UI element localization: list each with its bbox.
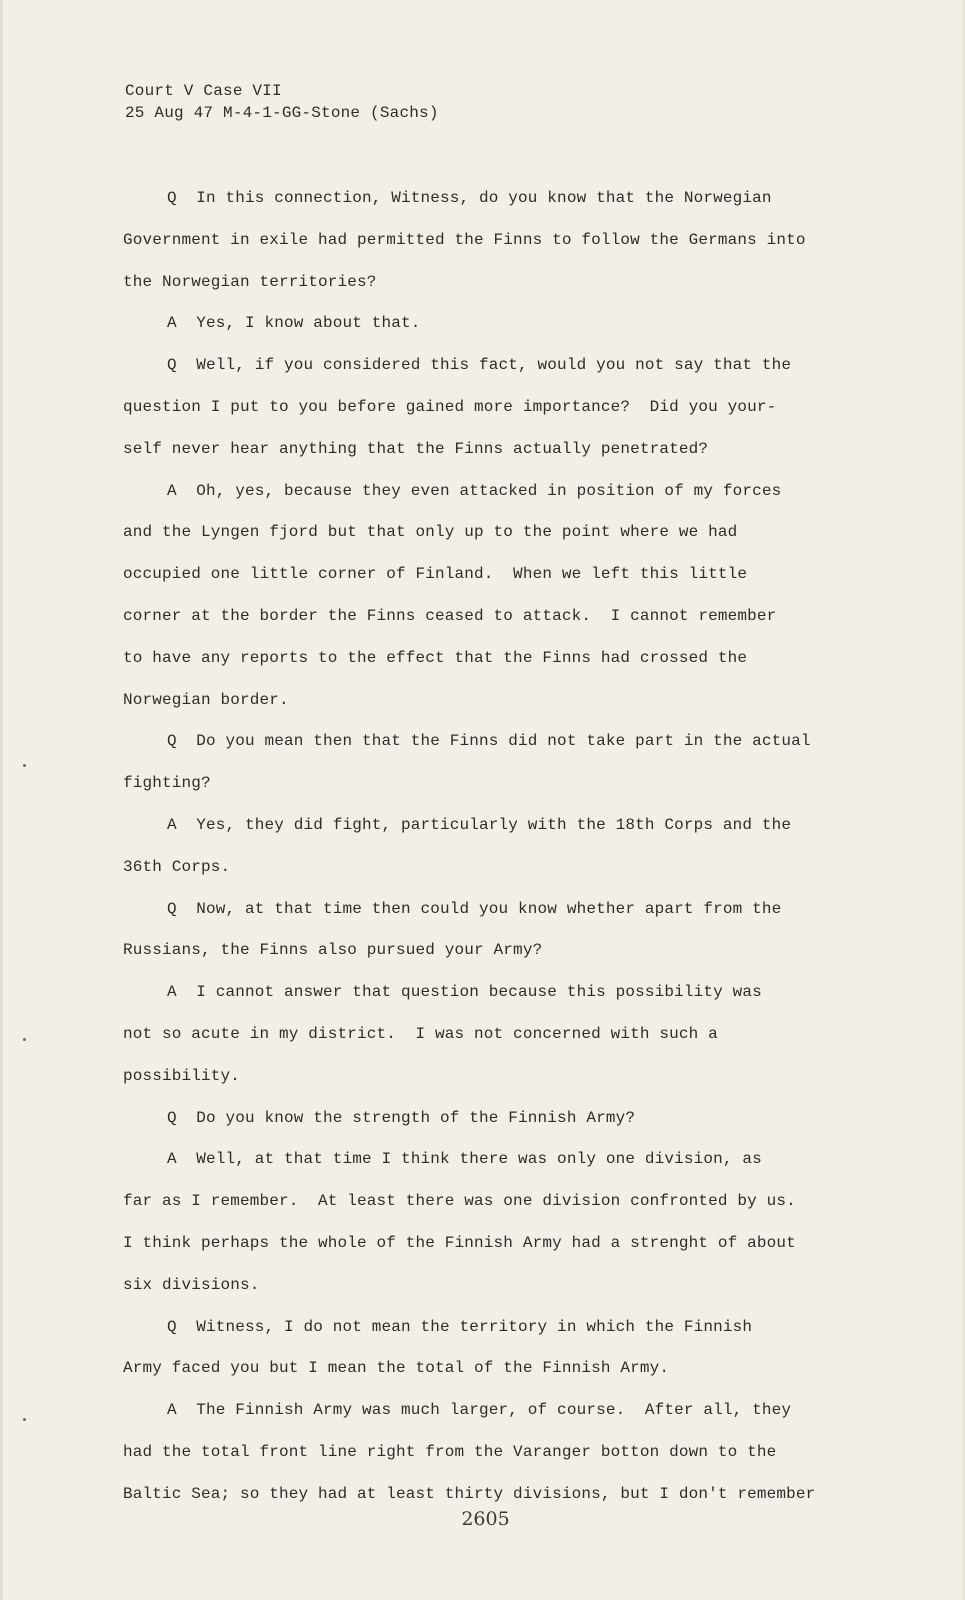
transcript-line: not so acute in my district. I was not concerned with such a bbox=[123, 1024, 718, 1043]
transcript-line: A Oh, yes, because they even attacked in position of my forces bbox=[167, 481, 782, 500]
transcript-line: possibility. bbox=[123, 1066, 241, 1085]
transcript-line: Q Do you know the strength of the Finnish Army? bbox=[167, 1108, 636, 1127]
paper-speck bbox=[23, 1038, 26, 1041]
transcript-line: Baltic Sea; so they had at least thirty divisions, but I don't remember bbox=[123, 1484, 816, 1503]
transcript-line: the Norwegian territories? bbox=[123, 272, 377, 291]
transcript-line: A Yes, I know about that. bbox=[167, 314, 421, 333]
transcript-line: Q Well, if you considered this fact, would you not say that the bbox=[167, 356, 792, 375]
transcript-line: 36th Corps. bbox=[123, 857, 231, 876]
transcript-line: Army faced you but I mean the total of the Finnish Army. bbox=[123, 1359, 670, 1378]
transcript-line: six divisions. bbox=[123, 1275, 260, 1294]
paper-speck bbox=[23, 1418, 26, 1421]
transcript-line: Norwegian border. bbox=[123, 690, 289, 709]
transcript-line: fighting? bbox=[123, 774, 211, 793]
transcript-line: Q Witness, I do not mean the territory in which the Finnish bbox=[167, 1317, 753, 1336]
transcript-line: A Well, at that time I think there was only one division, as bbox=[167, 1150, 762, 1169]
transcript-line: A I cannot answer that question because this possibility was bbox=[167, 983, 762, 1002]
transcript-line: and the Lyngen fjord but that only up to the point where we had bbox=[123, 523, 738, 542]
transcript-line: self never hear anything that the Finns actually penetrated? bbox=[123, 439, 709, 458]
date-session-line: 25 Aug 47 M-4-1-GG-Stone (Sachs) bbox=[125, 104, 439, 122]
transcript-line: question I put to you before gained more importance? Did you your- bbox=[123, 397, 777, 416]
transcript-line: I think perhaps the whole of the Finnish Army had a strenght of about bbox=[123, 1233, 796, 1252]
page-number: 2605 bbox=[461, 1508, 510, 1530]
transcript-body bbox=[123, 178, 863, 1516]
court-case-line: Court V Case VII bbox=[125, 82, 282, 100]
paper-speck bbox=[23, 764, 26, 767]
transcript-line: occupied one little corner of Finland. When we left this little bbox=[123, 565, 748, 584]
transcript-line: Government in exile had permitted the Finns to follow the Germans into bbox=[123, 230, 806, 249]
transcript-line: Q In this connection, Witness, do you know that the Norwegian bbox=[167, 189, 772, 207]
transcript-line: Russians, the Finns also pursued your Army? bbox=[123, 941, 543, 960]
document-header bbox=[125, 80, 439, 124]
transcript-line: corner at the border the Finns ceased to attack. I cannot remember bbox=[123, 606, 777, 625]
transcript-line: far as I remember. At least there was one division confronted by us. bbox=[123, 1192, 796, 1211]
transcript-line: A The Finnish Army was much larger, of course. After all, they bbox=[167, 1401, 792, 1420]
transcript-line: Q Now, at that time then could you know whether apart from the bbox=[167, 899, 782, 918]
transcript-line: Q Do you mean then that the Finns did not take part in the actual bbox=[167, 732, 811, 751]
transcript-line: A Yes, they did fight, particularly with the 18th Corps and the bbox=[167, 815, 792, 834]
transcript-line: to have any reports to the effect that the Finns had crossed the bbox=[123, 648, 748, 667]
transcript-line: had the total front line right from the Varanger botton down to the bbox=[123, 1442, 777, 1461]
